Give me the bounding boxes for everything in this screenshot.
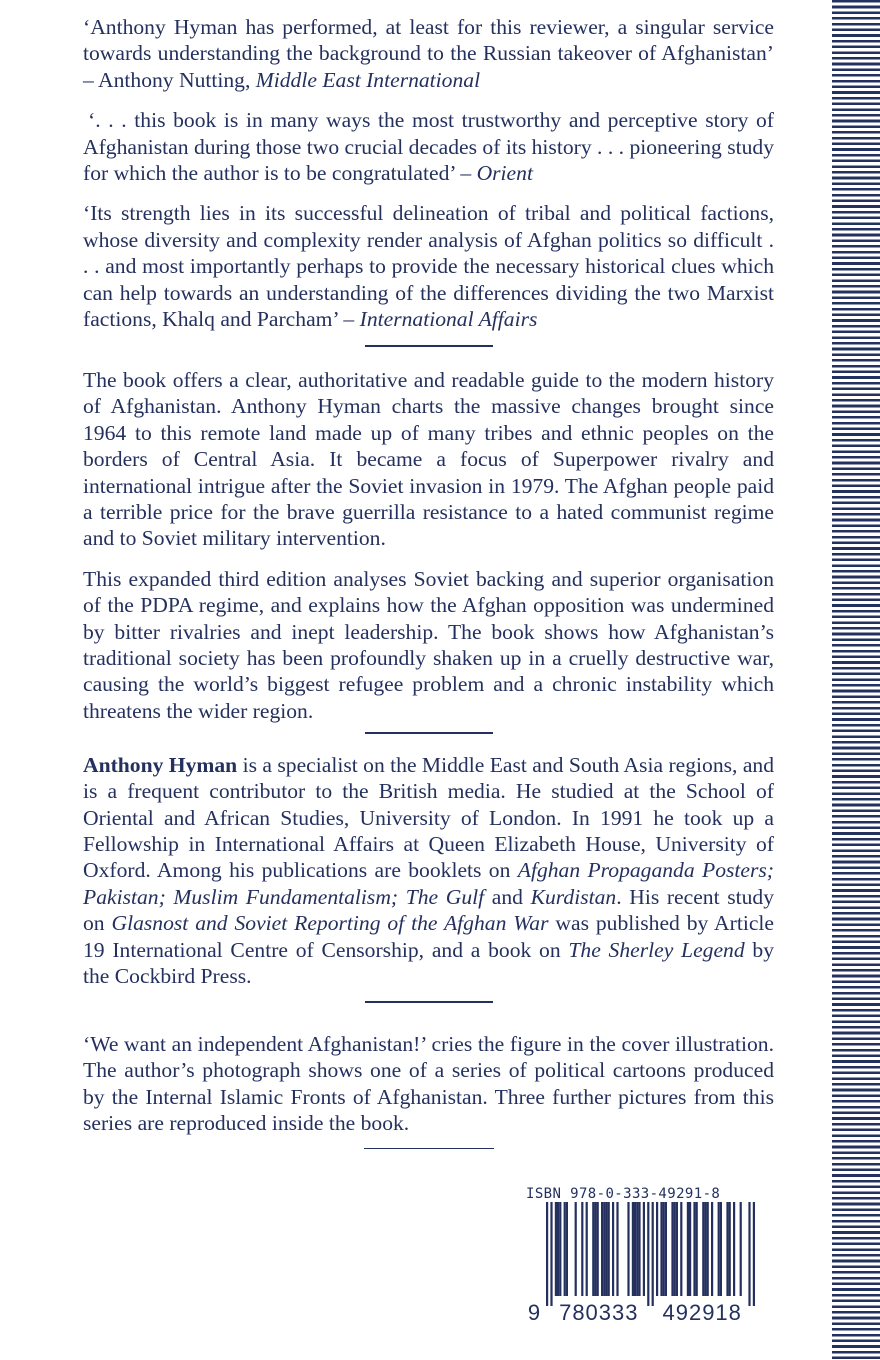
barcode-guard-bar: [748, 1202, 750, 1306]
barcode-bar: [707, 1202, 709, 1296]
publication-title: The Sherley Legend: [568, 937, 745, 962]
barcode-bar: [566, 1202, 568, 1296]
barcode-bar: [702, 1202, 704, 1296]
section-divider: [364, 1148, 494, 1150]
barcode-bar: [601, 1202, 603, 1296]
review-3: [83, 200, 774, 332]
barcode-bar: [674, 1202, 676, 1296]
cover-illustration-note: ‘We want an independent Afghanistan!’ cries the figure in the cover illustration. The author’s photograph shows one of a series of political cartoons produced by the Internal Islamic Fronts of Afghanistan. Three further pictures from this series are reproduced inside the book.: [83, 1031, 774, 1136]
publication-title: Glasnost and Soviet Reporting of the Afghan War: [111, 911, 549, 936]
barcode-bar: [632, 1202, 634, 1296]
publication-title: Kurdistan: [530, 884, 617, 909]
barcode-bar: [720, 1202, 722, 1296]
description-paragraph: The book offers a clear, authoritative and readable guide to the modern history of Afghanistan. Anthony Hyman charts the massive changes brought since 1964 to this remote land made up of many tribes and ethnic peoples on the borders of Central Asia. It became a focus of Superpower rivalry and international intrigue after the Soviet invasion in 1979. The Afghan people paid a terrible price for the brave guerrilla resistance to a hated communist regime and to Soviet military intervention.: [83, 367, 774, 551]
barcode-bar: [663, 1202, 665, 1296]
isbn-label: ISBN 978-0-333-49291-8: [526, 1186, 721, 1202]
barcode-lead-digit: 9: [527, 1300, 541, 1325]
barcode-bar: [586, 1202, 588, 1296]
review-3-source: International Affairs: [359, 307, 538, 332]
review-1-source: Middle East International: [255, 67, 481, 92]
barcode-bar: [660, 1202, 662, 1296]
author-name: Anthony Hyman: [83, 752, 238, 777]
barcode-bar: [733, 1202, 735, 1296]
barcode-bar: [643, 1202, 645, 1296]
barcode-graphic: [520, 1202, 770, 1326]
barcode-guard-bar: [546, 1202, 548, 1306]
barcode-bar: [656, 1202, 658, 1296]
review-2: [83, 107, 774, 186]
barcode-bar: [575, 1202, 577, 1296]
barcode-bar: [687, 1202, 689, 1296]
barcode-bar: [603, 1202, 605, 1296]
barcode-bar: [740, 1202, 742, 1296]
barcode-bar: [718, 1202, 720, 1296]
barcode-bar: [671, 1202, 673, 1296]
barcode-bar: [608, 1202, 610, 1296]
barcode-bar: [581, 1202, 583, 1296]
author-bio: Anthony Hyman is a specialist on the Middle East and South Asia regions, and is a frequent contributor to the British media. He studied at the School of Oriental and African Studies, University of London. In 1991 he took up a Fellowship in International Affairs at Queen Elizabeth House, University of Oxford. Among his publications are booklets on Afghan Propaganda Posters; Pakistan; Muslim Fundamentalism; The Gulf and Kurdistan. His recent study on Glasnost and Soviet Reporting of the Afghan War was published by Article 19 International Centre of Censorship, and a book on The Sherley Legend by the Cockbird Press.: [83, 752, 774, 988]
barcode-bar: [680, 1202, 682, 1296]
isbn-barcode: [520, 1186, 770, 1326]
barcode-bar: [594, 1202, 596, 1296]
barcode-bar: [726, 1202, 728, 1296]
barcode-bar: [729, 1202, 731, 1296]
barcode-bar: [612, 1202, 614, 1296]
barcode-bar: [638, 1202, 640, 1296]
barcode-bar: [636, 1202, 638, 1296]
section-divider: [365, 345, 493, 347]
back-cover-text: [83, 14, 774, 1149]
publication-titles: Afghan Propaganda Posters; Pakistan; Muslim Fundamentalism; The Gulf: [83, 858, 774, 909]
review-1: [83, 14, 774, 93]
barcode-guard-bar: [753, 1202, 755, 1306]
barcode-bar: [627, 1202, 629, 1296]
barcode-bar: [555, 1202, 557, 1296]
barcode-bar: [559, 1202, 561, 1296]
barcode-bar: [605, 1202, 607, 1296]
barcode-right-digits: 492918: [662, 1300, 742, 1325]
barcode-bar: [634, 1202, 636, 1296]
barcode-bar: [676, 1202, 678, 1296]
barcode-bar: [557, 1202, 559, 1296]
barcode-bar: [564, 1202, 566, 1296]
decorative-stripe-band: [832, 0, 880, 1360]
barcode-bar: [693, 1202, 695, 1296]
review-3-quote: ‘Its strength lies in its successful delineation of tribal and political factions, whose diversity and complexity render analysis of Afghan politics so difficult . . . and most importantly perhaps to provide the necessary historical clues which can help towards an understanding of the differences dividing the two Marxist factions, Khalq and Parcham’ –: [83, 201, 774, 332]
barcode-bar: [689, 1202, 691, 1296]
section-divider: [365, 1001, 493, 1003]
section-divider: [365, 732, 493, 734]
barcode-bar: [592, 1202, 594, 1296]
barcode-guard-bar: [652, 1202, 654, 1306]
barcode-bar: [704, 1202, 706, 1296]
review-2-quote: ‘. . . this book is in many ways the most trustworthy and perceptive story of Afghanistan during those two crucial decades of its history . . . pioneering study for which the author is to be congratulated’ –: [83, 108, 774, 186]
barcode-guard-bar: [550, 1202, 552, 1306]
barcode-guard-bar: [647, 1202, 649, 1306]
barcode-bar: [616, 1202, 618, 1296]
barcode-bar: [597, 1202, 599, 1296]
barcode-bar: [696, 1202, 698, 1296]
review-2-source: Orient: [476, 161, 533, 186]
description-paragraph: This expanded third edition analyses Soviet backing and superior organisation of the PDPA regime, and explains how the Afghan opposition was undermined by bitter rivalries and inept leadership. The book shows how Afghanistan’s traditional society has been profoundly shaken up in a cruelly destructive war, causing the world’s biggest refugee problem and a chronic instability which threatens the wider region.: [83, 566, 774, 723]
barcode-bar: [711, 1202, 713, 1296]
review-1-quote: ‘Anthony Hyman has performed, at least for this reviewer, a singular service towards understanding the background to the Russian takeover of Afghanistan’ – Anthony Nutting,: [83, 15, 774, 92]
barcode-bar: [665, 1202, 667, 1296]
barcode-left-digits: 780333: [559, 1300, 639, 1325]
